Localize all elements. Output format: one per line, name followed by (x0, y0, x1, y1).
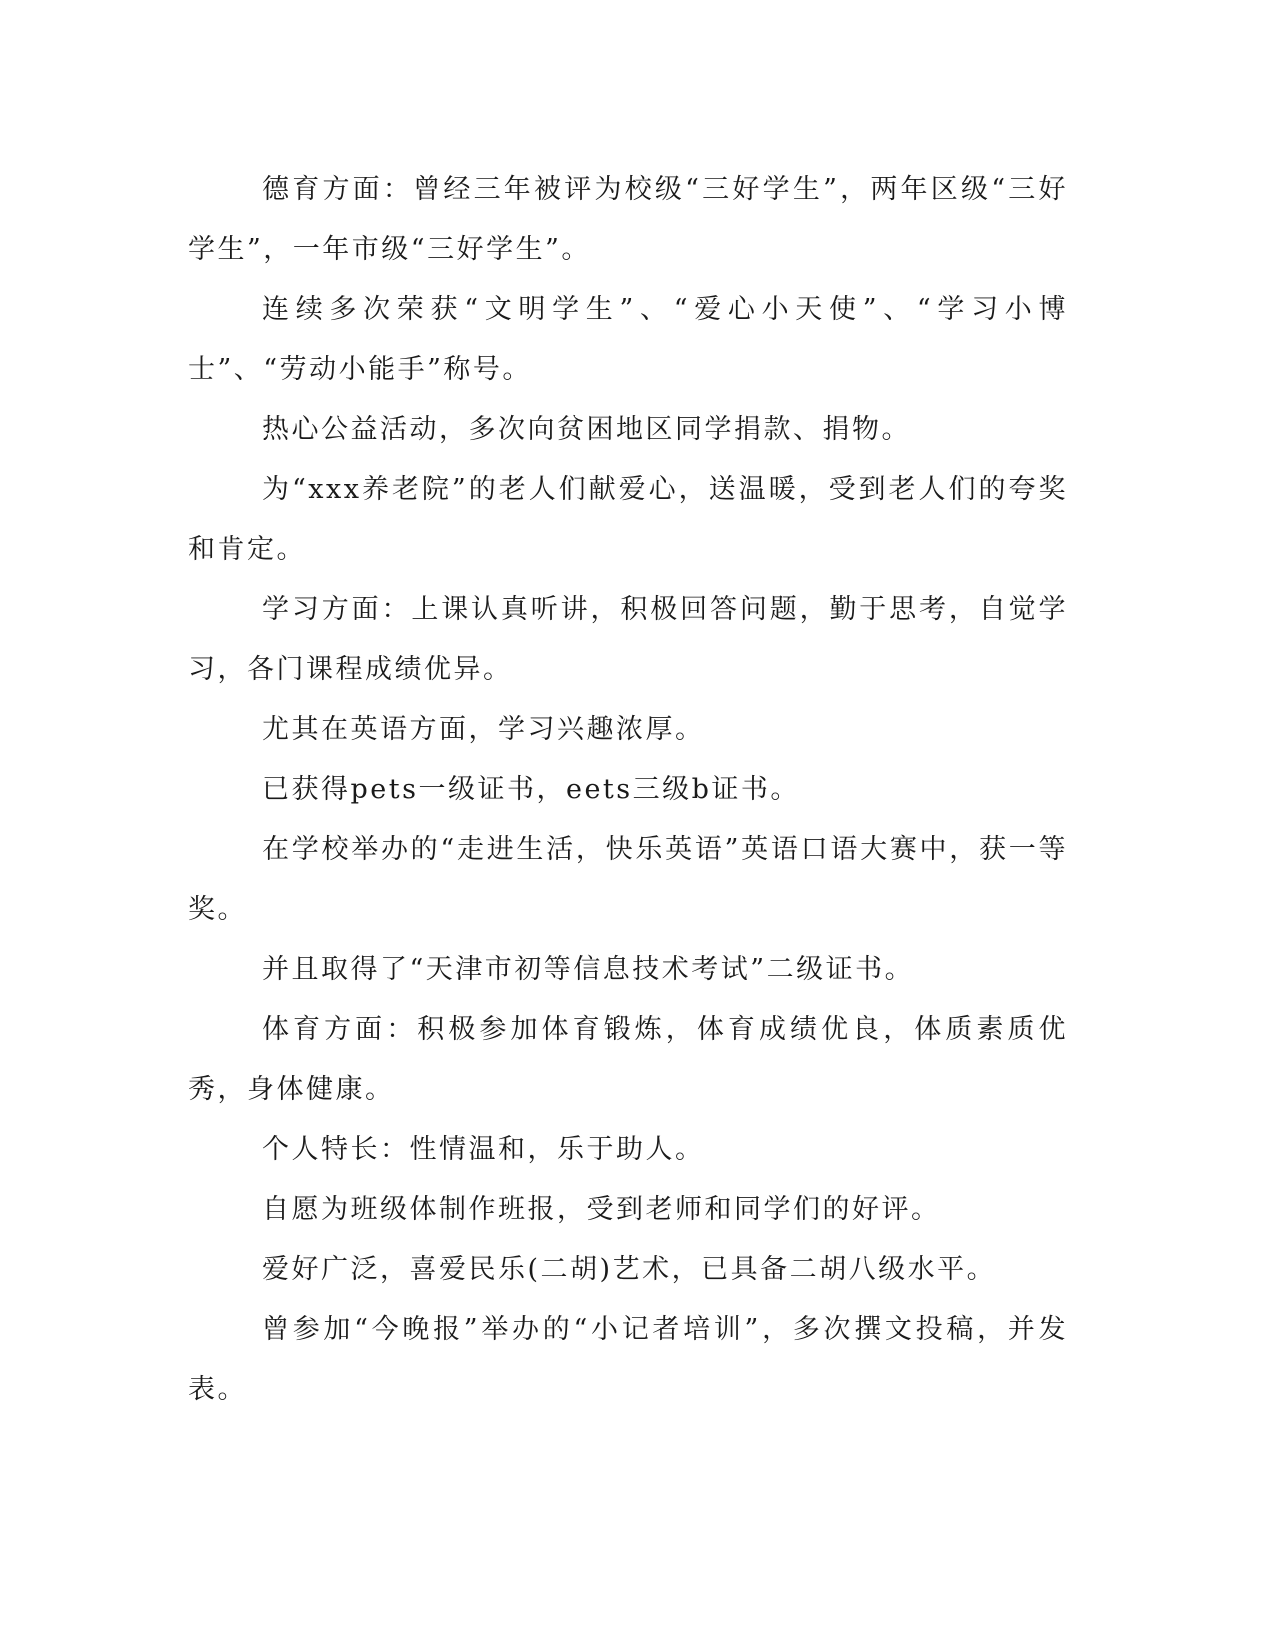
paragraph-class-newspaper: 自愿为班级体制作班报，受到老师和同学们的好评。 (262, 1194, 941, 1225)
paragraph-certificates: 已获得pets一级证书，eets三级b证书。 (262, 774, 800, 805)
paragraph-reporter: 曾参加“今晚报”举办的“小记者培训”，多次撰文投稿，并发表。 (188, 1314, 1068, 1405)
paragraph-study: 学习方面：上课认真听讲，积极回答问题，勤于思考，自觉学习，各门课程成绩优异。 (188, 594, 1068, 685)
paragraph-personality: 个人特长：性情温和，乐于助人。 (262, 1134, 705, 1165)
document-body (188, 160, 1068, 1420)
paragraph-honors: 连续多次荣获“文明学生”、“爱心小天使”、“学习小博士”、“劳动小能手”称号。 (188, 294, 1068, 385)
paragraph-sports: 体育方面：积极参加体育锻炼，体育成绩优良，体质素质优秀，身体健康。 (188, 1014, 1068, 1105)
paragraph-english-contest: 在学校举办的“走进生活，快乐英语”英语口语大赛中，获一等奖。 (188, 834, 1068, 925)
paragraph-moral-education: 德育方面：曾经三年被评为校级“三好学生”，两年区级“三好学生”，一年市级“三好学生”。 (188, 174, 1068, 265)
paragraph-english-interest: 尤其在英语方面，学习兴趣浓厚。 (262, 714, 705, 745)
paragraph-it-exam: 并且取得了“天津市初等信息技术考试”二级证书。 (262, 954, 915, 985)
paragraph-charity: 热心公益活动，多次向贫困地区同学捐款、捐物。 (262, 414, 911, 445)
paragraph-nursing-home: 为“xxx养老院”的老人们献爱心，送温暖，受到老人们的夸奖和肯定。 (188, 474, 1068, 565)
paragraph-erhu: 爱好广泛，喜爱民乐(二胡)艺术，已具备二胡八级水平。 (262, 1254, 997, 1285)
